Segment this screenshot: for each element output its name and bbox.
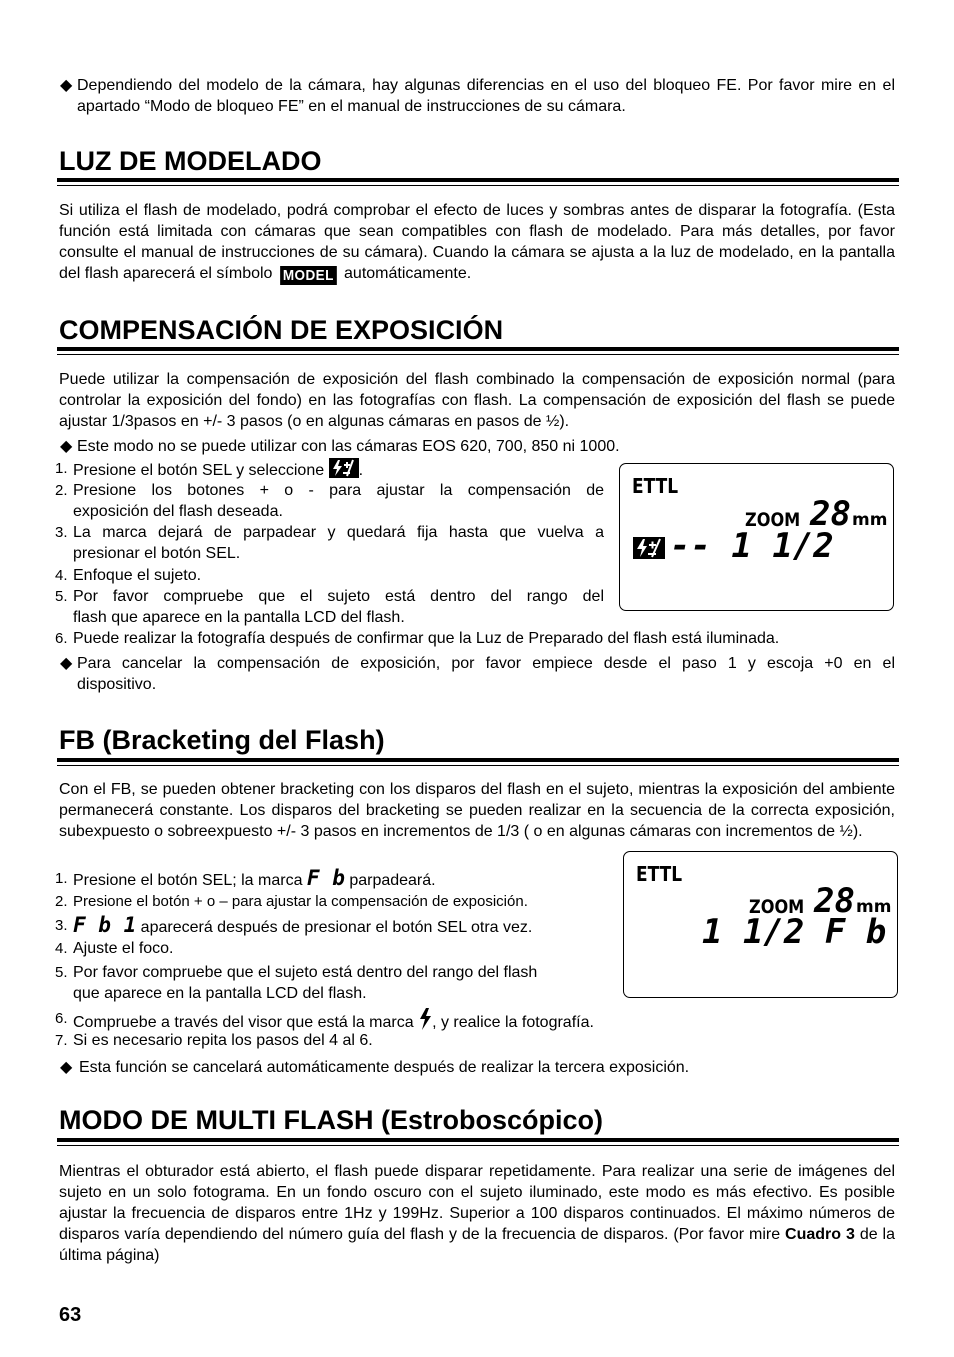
- step-number: 7.: [55, 1032, 68, 1049]
- fb-step-3-text: aparecerá después de presionar el botón SEL otra vez.: [140, 919, 533, 936]
- comp-step-6: Puede realizar la fotografía después de confirmar que la Luz de Preparado del flash está iluminada.: [73, 630, 780, 647]
- fb-step-3: [73, 915, 532, 938]
- section-rule-thin: [57, 354, 899, 355]
- section-title-compensacion: COMPENSACIÓN DE EXPOSICIÓN: [59, 315, 504, 345]
- bullet-diamond-icon: ◆: [60, 1059, 73, 1076]
- comp-step-5: [73, 586, 604, 628]
- lcd-display-bracketing: [623, 851, 898, 998]
- modelado-body: [59, 200, 895, 285]
- comp-step-2: [73, 480, 604, 522]
- step-number: 2.: [55, 482, 68, 499]
- step-number: 6.: [55, 630, 68, 647]
- comp-step-1: Presione el botón SEL y seleccione .: [73, 458, 363, 481]
- fb-symbol: F b: [306, 866, 345, 890]
- step-number: 5.: [55, 588, 68, 605]
- modelado-body-end: automáticamente.: [344, 265, 472, 282]
- multi-body: [59, 1161, 895, 1266]
- bullet-diamond-icon: ◆: [60, 77, 73, 94]
- comp-step-3: [73, 522, 604, 564]
- section-rule: [57, 758, 899, 762]
- lcd-value: -- 1 1/2: [670, 526, 834, 566]
- section-title-modelado: LUZ DE MODELADO: [59, 146, 322, 176]
- bullet-diamond-icon: ◆: [60, 655, 73, 672]
- section-title-multi: MODO DE MULTI FLASH (Estroboscópico): [59, 1105, 603, 1135]
- step-number: 3.: [55, 917, 68, 934]
- step-number: 1.: [55, 870, 68, 887]
- comp-step-5-line2: flash que aparece en la pantalla LCD del flash.: [73, 609, 405, 626]
- lcd-zoom-value: 28: [810, 494, 851, 534]
- fb-step-5-line1: Por favor compruebe que el sujeto está dentro del rango del flash: [73, 964, 538, 981]
- fb-step-6-text: Compruebe a través del visor que está la marca: [73, 1014, 414, 1031]
- compensacion-note: Este modo no se puede utilizar con las cámaras EOS 620, 700, 850 ni 1000.: [77, 438, 620, 455]
- comp-step-2-line2: exposición del flash deseada.: [73, 503, 283, 520]
- fb-step-4: Ajuste el foco.: [73, 940, 174, 957]
- multi-body-bold: Cuadro 3: [785, 1226, 855, 1243]
- comp-step-2-line1: Presione los botones + o - para ajustar la compensación de: [73, 482, 604, 499]
- fb1-symbol: F b 1: [73, 913, 137, 937]
- comp-cancel-line2: dispositivo.: [77, 676, 157, 693]
- fb-step-1: [73, 868, 436, 891]
- comp-step-5-line1: Por favor compruebe que el sujeto está dentro del rango del: [73, 588, 604, 605]
- section-title-fb: FB (Bracketing del Flash): [59, 725, 385, 755]
- fb-step-2: Presione el botón + o – para ajustar la compensación de exposición.: [73, 893, 528, 910]
- lcd-mode: ETTL: [636, 862, 683, 886]
- lcd-zoom-unit: mm: [852, 510, 888, 530]
- modelado-body-text: Si utiliza el flash de modelado, podrá comprobar el efecto de luces y sombras antes de disparar la fotografía. (Esta función está limitada con cámaras que sean compatibles con flash de modelado. Para más detalles, por favor consulte el manual de instrucciones de su cámara). Cuando la cámara se ajusta a la luz de modelado, en la pantalla del flash aparecerá el símbolo: [59, 202, 895, 282]
- section-rule-thin: [57, 185, 899, 186]
- lcd-zoom-label: ZOOM: [745, 509, 801, 531]
- comp-step-3-line2: presionar el botón SEL.: [73, 545, 241, 562]
- lcd-mode: ETTL: [632, 474, 679, 498]
- multi-body-end: de la última página): [59, 1226, 896, 1264]
- fb-note: Esta función se cancelará automáticamente después de realizar la tercera exposición.: [79, 1059, 690, 1076]
- section-rule-thin: [57, 765, 899, 766]
- comp-step-4: Enfoque el sujeto.: [73, 567, 202, 584]
- step-number: 3.: [55, 524, 68, 541]
- fb-step-1-text: Presione el botón SEL; la marca: [73, 872, 303, 889]
- lcd-zoom-value: 28: [814, 881, 855, 921]
- step-number: 5.: [55, 964, 68, 981]
- lcd-zoom-label: ZOOM: [749, 896, 805, 918]
- lcd-value: 1 1/2 F b: [702, 912, 887, 952]
- page-number: 63: [59, 1304, 82, 1326]
- fb-step-5-line2: que aparece en la pantalla LCD del flash.: [73, 985, 367, 1002]
- fb-step-1-end: parpadeará.: [349, 872, 436, 889]
- section-rule: [57, 347, 899, 351]
- comp-cancel-line1: Para cancelar la compensación de exposición, por favor empiece desde el paso 1 y escoja +0 en el: [77, 655, 895, 672]
- bullet-diamond-icon: ◆: [60, 438, 73, 455]
- flash-compensation-icon: [329, 458, 359, 478]
- comp-step-1-text: Presione el botón SEL y seleccione: [73, 462, 325, 479]
- comp-step-3-line1: La marca dejará de parpadear y quedará fija hasta que vuelva a: [73, 524, 604, 541]
- lcd-zoom-unit: mm: [856, 897, 892, 917]
- fb-body: Con el FB, se pueden obtener bracketing con los disparos del flash en el sujeto, mientras la exposición del ambiente permanecerá constante. Los disparos del bracketing se pueden realizar en la secuencia de la correcta exposición, subexpuesto o sobreexpuesto +/- 3 pasos en incrementos de 1/3 ( o en algunas cámaras con incrementos de ½).: [59, 781, 895, 840]
- step-number: 6.: [55, 1010, 68, 1027]
- comp-cancel-note: [77, 653, 895, 695]
- section-rule: [57, 1138, 899, 1142]
- top-note: Dependiendo del modelo de la cámara, hay algunas diferencias en el uso del bloqueo FE. Por favor mire en el apartado “Modo de bloqueo FE” en el manual de instrucciones de su cámara.: [77, 77, 895, 115]
- flash-compensation-icon: [633, 537, 665, 559]
- step-number: 4.: [55, 567, 68, 584]
- step-number: 1.: [55, 460, 68, 477]
- flash-ready-icon: [418, 1008, 432, 1030]
- section-rule: [57, 178, 899, 182]
- multi-body-text: Mientras el obturador está abierto, el flash puede disparar repetidamente. Para realizar una serie de imágenes del sujeto en un solo fotograma. En un fondo oscuro con el sujeto iluminado, este modo es más efectivo. Es posible ajustar la frecuencia de disparos entre 1Hz y 199Hz. Superior a 100 disparos continuados. El máximo números de disparos varía dependiendo del número guía del flash y de la frecuencia de disparos. (Por favor mire: [59, 1163, 895, 1243]
- fb-step-6-end: , y realice la fotografía.: [432, 1014, 594, 1031]
- fb-step-5: [73, 962, 537, 1004]
- lcd-display-compensation: [619, 463, 894, 611]
- section-rule-thin: [57, 1145, 899, 1146]
- compensacion-body: Puede utilizar la compensación de exposición del flash combinado la compensación de exposición normal (para controlar la exposición del fondo) en las fotografías con flash. La compensación de exposición del flash se puede ajustar 1/3pasos en +/- 3 pasos (o en algunas cámaras en pasos de ½).: [59, 371, 895, 430]
- step-number: 4.: [55, 940, 68, 957]
- fb-step-7: Si es necesario repita los pasos del 4 al 6.: [73, 1032, 373, 1049]
- model-badge: MODEL: [280, 266, 336, 285]
- step-number: 2.: [55, 893, 68, 910]
